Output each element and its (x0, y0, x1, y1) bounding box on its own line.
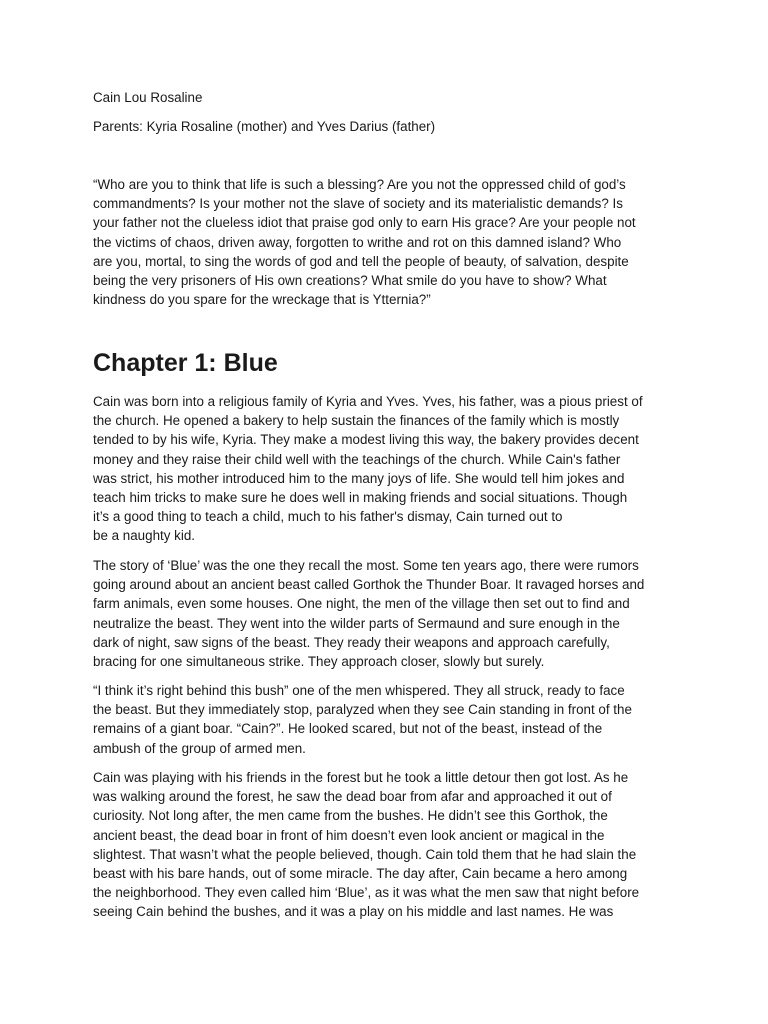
paragraph-line: neutralize the beast. They went into the wilder parts of Sermaund and sure enough in the (93, 615, 620, 631)
author-name: Cain Lou Rosaline (93, 90, 203, 105)
paragraph-line: be a naughty kid. (93, 528, 195, 544)
parents-line: Parents: Kyria Rosaline (mother) and Yves Darius (father) (93, 119, 436, 134)
quote-line: the victims of chaos, driven away, forgotten to writhe and rot on this damned island? Who (93, 234, 622, 250)
paragraph-line: the church. He opened a bakery to help sustain the finances of the family which is mostly (93, 413, 620, 429)
quote-line: kindness do you spare for the wreckage that is Ytternia?” (93, 292, 431, 308)
body-paragraph (93, 681, 677, 758)
paragraph-line: was strict, his mother introduced him to the many joys of life. She would tell him jokes and (93, 470, 625, 486)
chapter-title: Chapter 1: Blue (93, 349, 278, 377)
paragraph-line: the beast. But they immediately stop, paralyzed when they see Cain standing in front of the (93, 702, 632, 718)
paragraph-line: going around about an ancient beast called Gorthok the Thunder Boar. It ravaged horses and (93, 577, 645, 593)
paragraph-line: Cain was playing with his friends in the forest but he took a little detour then got lost. As he (93, 770, 629, 785)
paragraph-line: teach him tricks to make sure he does well in making friends and social situations. Though (93, 490, 628, 506)
quote-line: are you, mortal, to sing the words of god and tell the people of beauty, of salvation, despite (93, 253, 629, 269)
quote-line: “Who are you to think that life is such a blessing? Are you not the oppressed child of god’s (93, 177, 626, 192)
paragraph-line: ancient beast, the dead boar in front of him doesn’t even look ancient or magical in the (93, 827, 605, 843)
paragraph-line: Cain was born into a religious family of Kyria and Yves. Yves, his father, was a pious priest of (93, 394, 643, 409)
paragraph-line: ambush of the group of armed men. (93, 740, 306, 756)
paragraph-line: The story of ‘Blue’ was the one they recall the most. Some ten years ago, there were rumors (93, 558, 639, 573)
paragraph-line: tended to by his wife, Kyria. They make a modest living this way, the bakery provides decent (93, 432, 639, 448)
paragraph-line: remains of a giant boar. “Cain?”. He looked scared, but not of the beast, instead of the (93, 721, 603, 737)
quote-line: being the very prisoners of His own creations? What smile do you have to show? What (93, 273, 607, 289)
body-paragraph (93, 556, 677, 671)
paragraph-line: it’s a good thing to teach a child, much to his father's dismay, Cain turned out to (93, 509, 563, 525)
body-paragraph (93, 392, 677, 546)
paragraph-line: beast with his bare hands, out of some miracle. The day after, Cain became a hero among (93, 866, 628, 882)
paragraph-line: curiosity. Not long after, the men came from the bushes. He didn’t see this Gorthok, the (93, 808, 608, 824)
paragraph-line: farm animals, even some houses. One night, the men of the village then set out to find and (93, 596, 630, 612)
paragraph-line: seeing Cain behind the bushes, and it was a play on his middle and last names. He was (93, 904, 614, 920)
paragraph-line: was walking around the forest, he saw the dead boar from afar and approached it out of (93, 789, 612, 805)
body-paragraph (93, 768, 677, 922)
paragraph-line: bracing for one simultaneous strike. They approach closer, slowly but surely. (93, 654, 545, 670)
opening-quote (93, 175, 677, 309)
paragraph-line: the neighborhood. They even called him ‘Blue’, as it was what the men saw that night before (93, 885, 640, 901)
paragraph-line: dark of night, saw signs of the beast. They ready their weapons and approach carefully, (93, 634, 610, 650)
paragraph-line: money and they raise their child well with the teachings of the church. While Cain's father (93, 451, 621, 467)
paragraph-line: slightest. That wasn’t what the people believed, though. Cain told them that he had slain the (93, 846, 637, 862)
paragraph-line: “I think it’s right behind this bush” one of the men whispered. They all struck, ready to face (93, 683, 625, 698)
quote-line: your father not the clueless idiot that praise god only to earn His grace? Are your people not (93, 215, 636, 231)
quote-line: commandments? Is your mother not the slave of society and its materialistic demands? Is (93, 196, 623, 212)
